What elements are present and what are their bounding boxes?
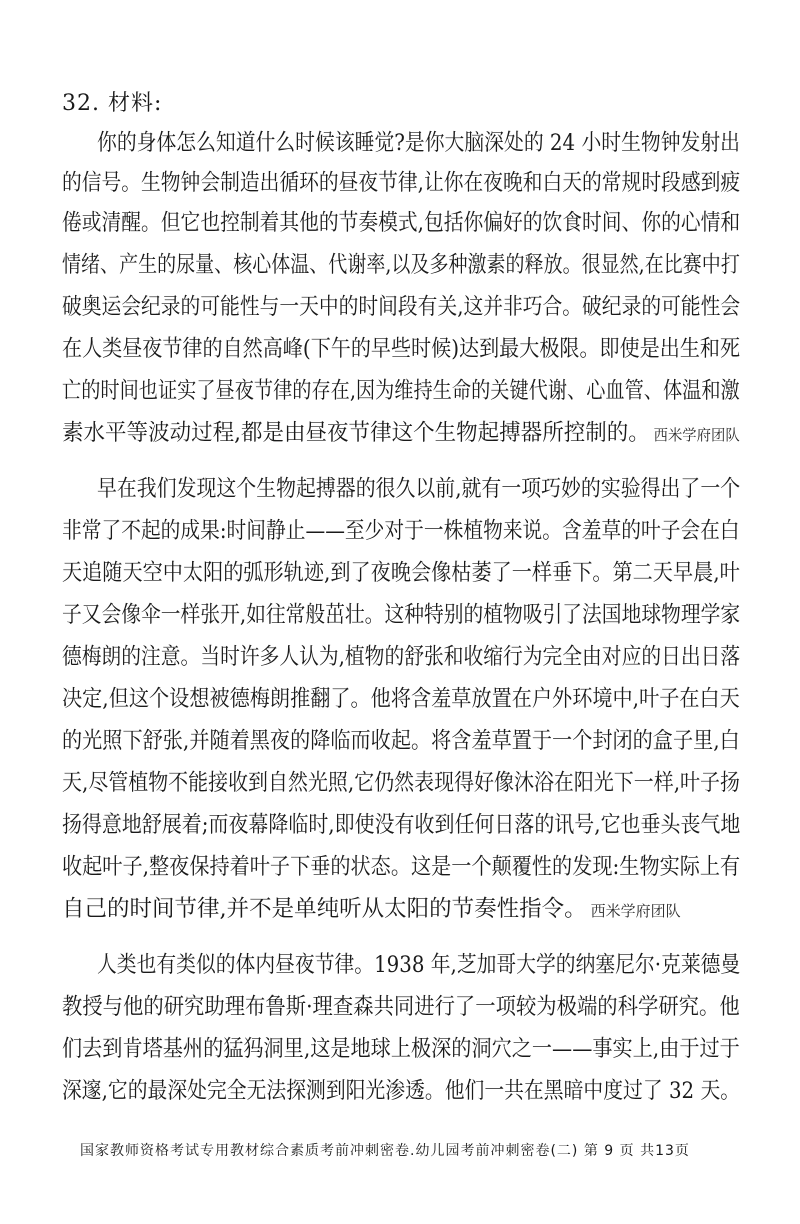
text-line: 倦或清醒。但它也控制着其他的节奏模式,包括你偏好的饮食时间、你的心情和: [62, 210, 741, 236]
text-line: 你的身体怎么知道什么时候该睡觉?是你大脑深处的 24 小时生物钟发射出: [97, 130, 740, 156]
text-line: 德梅朗的注意。当时许多人认为,植物的舒张和收缩行为完全由对应的日出日落: [62, 644, 741, 670]
text-line: 亡的时间也证实了昼夜节律的存在,因为维持生命的关键代谢、心血管、体温和激: [62, 378, 740, 404]
text-line-content: 自己的时间节律,并不是单纯听从太阳的节奏性指令。: [62, 896, 587, 922]
watermark: 西米学府团队: [590, 902, 681, 920]
text-line-content: 素水平等波动过程,都是由昼夜节律这个生物起搏器所控制的。: [62, 420, 650, 446]
text-line: 情绪、产生的尿量、核心体温、代谢率,以及多种激素的释放。很显然,在比赛中打: [62, 252, 740, 278]
text-line: 早在我们发现这个生物起搏器的很久以前,就有一项巧妙的实验得出了一个: [97, 476, 741, 502]
text-line: 的光照下舒张,并随着黑夜的降临而收起。将含羞草置于一个封闭的盒子里,白: [62, 728, 740, 754]
text-line: 收起叶子,整夜保持着叶子下垂的状态。这是一个颠覆性的发现:生物实际上有: [62, 854, 741, 880]
question-number: 32. 材料:: [62, 91, 163, 116]
text-line: 天,尽管植物不能接收到自然光照,它仍然表现得好像沐浴在阳光下一样,叶子扬: [62, 770, 740, 796]
text-line: 深邃,它的最深处完全无法探测到阳光渗透。他们一共在黑暗中度过了 32 天。: [62, 1078, 741, 1104]
text-line: 破奥运会纪录的可能性与一天中的时间段有关,这并非巧合。破纪录的可能性会: [62, 294, 741, 320]
text-line: 扬得意地舒展着;而夜幕降临时,即使没有收到任何日落的讯号,它也垂头丧气地: [62, 812, 741, 838]
text-line: 人类也有类似的体内昼夜节律。1938 年,芝加哥大学的纳塞尼尔·克莱德曼: [97, 952, 741, 978]
text-line: 决定,但这个设想被德梅朗推翻了。他将含羞草放置在户外环境中,叶子在白天: [62, 686, 740, 712]
page-footer: 国家教师资格考试专用教材综合素质考前冲刺密卷.幼儿园考前冲刺密卷(二) 第 9 页 共13页: [80, 1143, 690, 1159]
text-line: 教授与他的研究助理布鲁斯·理查森共同进行了一项较为极端的科学研究。他: [62, 994, 740, 1020]
text-line: [62, 894, 681, 926]
text-line: 们去到肯塔基州的猛犸洞里,这是地球上极深的洞穴之一——事实上,由于过于: [62, 1036, 740, 1062]
text-line: 非常了不起的成果:时间静止——至少对于一株植物来说。含羞草的叶子会在白: [62, 518, 740, 544]
text-line: 天追随天空中太阳的弧形轨迹,到了夜晚会像枯萎了一样垂下。第二天早晨,叶: [62, 560, 740, 586]
text-line: 子又会像伞一样张开,如往常般茁壮。这种特别的植物吸引了法国地球物理学家: [62, 602, 741, 628]
watermark: 西米学府团队: [653, 426, 740, 444]
text-line: 在人类昼夜节律的自然高峰(下午的早些时候)达到最大极限。即使是出生和死: [62, 336, 741, 362]
text-line: 的信号。生物钟会制造出循环的昼夜节律,让你在夜晚和白天的常规时段感到疲: [62, 170, 741, 196]
text-line: [62, 418, 740, 450]
